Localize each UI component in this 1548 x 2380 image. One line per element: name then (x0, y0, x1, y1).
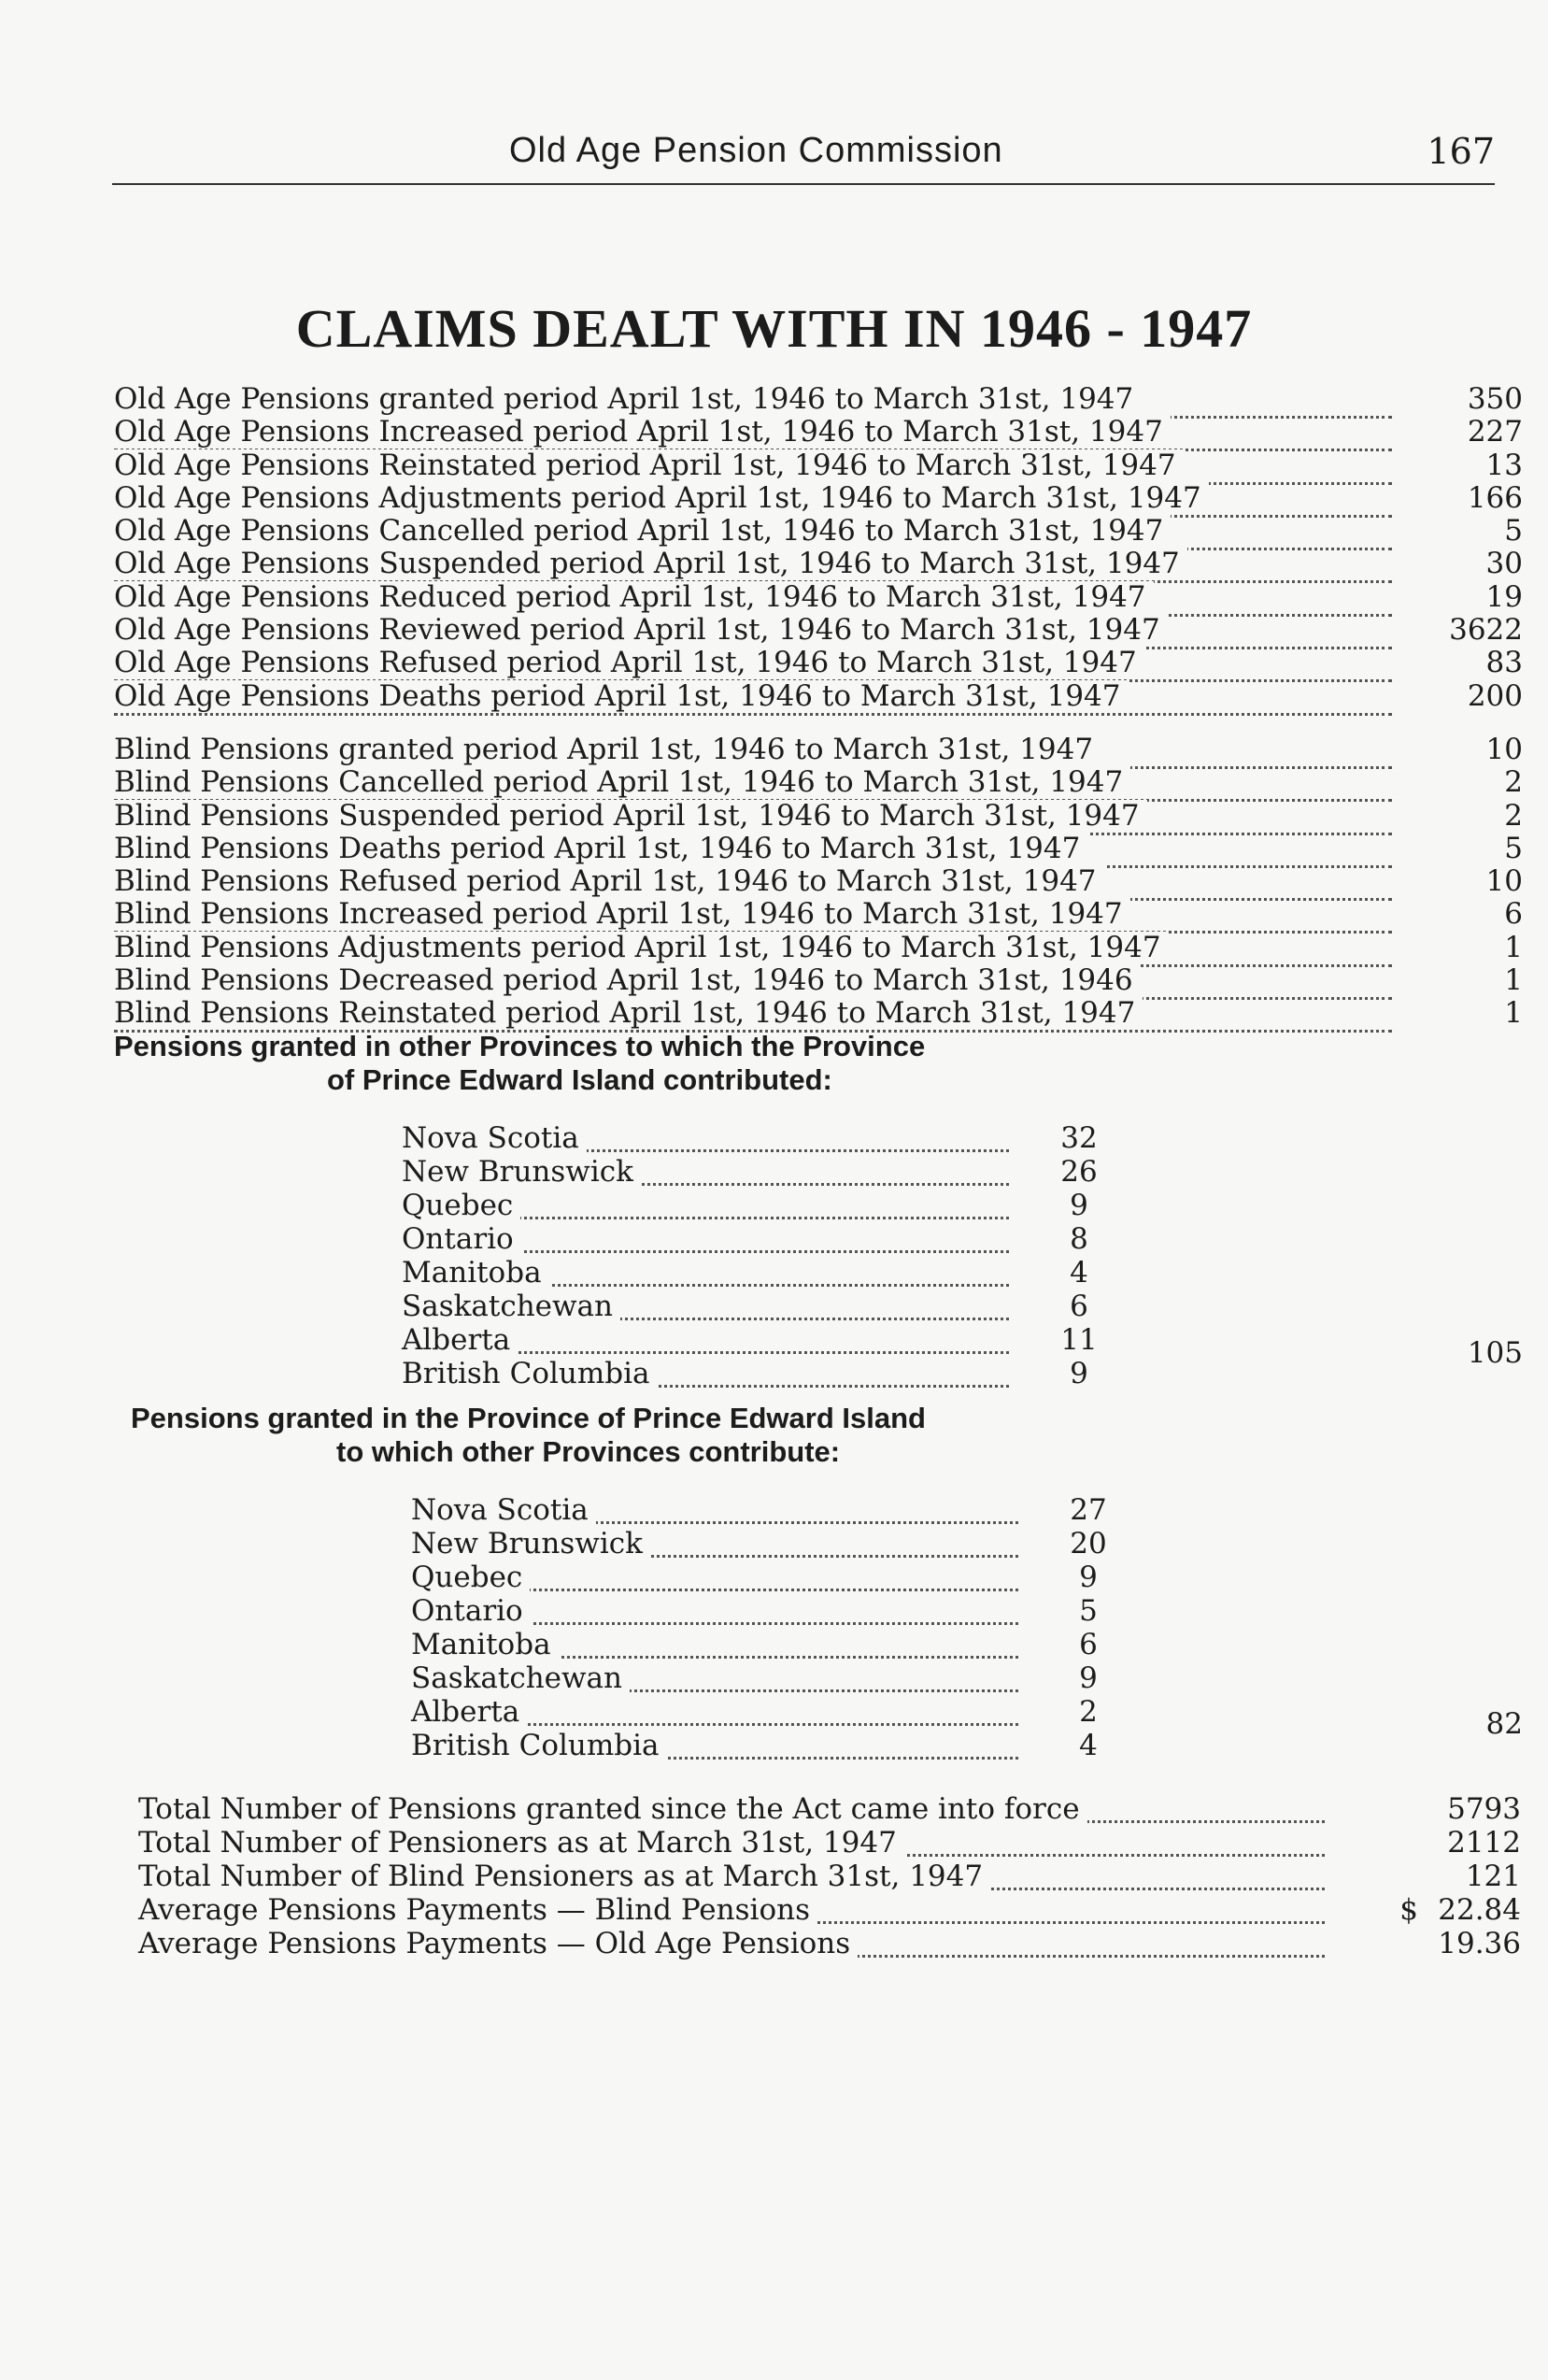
table-row (114, 548, 1523, 580)
row-value: 19 (1485, 579, 1523, 614)
row-label: Blind Pensions Decreased period April 1st, 1946 to March 31st, 1946 (114, 964, 1141, 997)
table-row (114, 581, 1523, 614)
province-value: 20 (1070, 1527, 1107, 1561)
running-header (112, 131, 1495, 185)
row-label: Old Age Pensions Reinstated period April 1st, 1946 to March 31st, 1947 (114, 449, 1184, 482)
pei-provinces-total: 82 (1485, 1707, 1523, 1741)
heading-line: Pensions granted in the Province of Prince Edward Island (131, 1402, 926, 1434)
heading-line: to which other Provinces contribute: (336, 1435, 841, 1468)
row-label: Blind Pensions Adjustments period April 1st, 1946 to March 31st, 1947 (114, 932, 1169, 964)
page-number: 167 (1427, 131, 1495, 172)
total-value: 2112 (1447, 1826, 1521, 1860)
province-value: 5 (1079, 1594, 1098, 1628)
province-label: Nova Scotia (411, 1493, 596, 1527)
row-label: Old Age Pensions Increased period April 1st, 1946 to March 31st, 1947 (114, 416, 1171, 449)
list-item (402, 1222, 1112, 1256)
list-item (402, 1357, 1112, 1390)
table-row (114, 898, 1523, 931)
row-value: 5 (1504, 514, 1523, 549)
row-label: Old Age Pensions Cancelled period April 1st, 1946 to March 31st, 1947 (114, 515, 1171, 548)
list-item (402, 1256, 1112, 1290)
row-label: Old Age Pensions Suspended period April 1st, 1946 to March 31st, 1947 (114, 548, 1187, 580)
row-value: 10 (1485, 733, 1523, 766)
row-value: 227 (1467, 415, 1523, 449)
province-value: 32 (1060, 1121, 1098, 1155)
province-label: New Brunswick (402, 1155, 641, 1189)
total-label: Total Number of Pensioners as at March 31st, 1947 (138, 1826, 904, 1860)
table-row (114, 865, 1523, 898)
row-value: 2 (1504, 765, 1523, 800)
header-title: Old Age Pension Commission (509, 131, 1003, 170)
row-label: Blind Pensions Suspended period April 1st, 1946 to March 31st, 1947 (114, 800, 1147, 833)
province-value: 11 (1060, 1323, 1098, 1357)
province-value: 26 (1060, 1155, 1098, 1189)
list-item (411, 1628, 1121, 1661)
total-row (138, 1826, 1521, 1860)
total-row (138, 1893, 1521, 1927)
row-label: Old Age Pensions Reviewed period April 1st, 1946 to March 31st, 1947 (114, 614, 1168, 647)
list-item (411, 1729, 1121, 1762)
list-item (402, 1155, 1112, 1189)
province-label: Alberta (411, 1695, 527, 1729)
row-value: 30 (1485, 547, 1523, 581)
list-item (402, 1323, 1112, 1357)
row-label: Old Age Pensions Reduced period April 1st, 1946 to March 31st, 1947 (114, 581, 1154, 614)
total-row (138, 1860, 1521, 1893)
heading-line: Pensions granted in other Provinces to which the Province (114, 1030, 926, 1062)
total-label: Average Pensions Payments — Blind Pensions (138, 1893, 817, 1927)
province-label: British Columbia (411, 1729, 667, 1762)
table-row (114, 734, 1523, 766)
row-label: Old Age Pensions Deaths period April 1st, 1946 to March 31st, 1947 (114, 680, 1129, 713)
row-label: Blind Pensions granted period April 1st, 1946 to March 31st, 1947 (114, 734, 1101, 766)
pei-provinces-list (411, 1493, 1121, 1762)
row-value: 1 (1504, 963, 1523, 998)
row-value: 166 (1467, 480, 1523, 515)
province-value: 4 (1079, 1729, 1098, 1762)
row-label: Old Age Pensions granted period April 1st, 1946 to March 31st, 1947 (114, 383, 1141, 416)
table-row (114, 932, 1523, 964)
list-item (411, 1561, 1121, 1594)
section-heading-pei (131, 1402, 926, 1469)
list-item (402, 1189, 1112, 1222)
table-row (114, 383, 1523, 416)
row-value: 5 (1504, 831, 1523, 865)
table-row (114, 614, 1523, 647)
table-row (114, 964, 1523, 997)
province-label: Ontario (411, 1594, 531, 1628)
old-age-pensions-list (114, 383, 1523, 713)
province-label: Ontario (402, 1222, 521, 1256)
province-label: Quebec (411, 1561, 530, 1594)
province-value: 27 (1070, 1493, 1107, 1527)
list-item (411, 1695, 1121, 1729)
row-value: 6 (1504, 897, 1523, 932)
row-value: 83 (1485, 646, 1523, 680)
province-label: Quebec (402, 1189, 520, 1222)
table-row (114, 766, 1523, 799)
row-label: Blind Pensions Refused period April 1st, 1946 to March 31st, 1947 (114, 865, 1104, 898)
row-label: Blind Pensions Reinstated period April 1st, 1946 to March 31st, 1947 (114, 997, 1143, 1030)
province-label: Manitoba (411, 1628, 559, 1661)
province-label: British Columbia (402, 1357, 658, 1390)
province-value: 9 (1070, 1189, 1088, 1222)
table-row (114, 833, 1523, 865)
province-value: 6 (1079, 1628, 1098, 1661)
list-item (411, 1661, 1121, 1695)
section-heading-other-provinces (114, 1030, 925, 1097)
list-item (411, 1527, 1121, 1561)
table-row (114, 449, 1523, 482)
total-value: 121 (1465, 1860, 1521, 1893)
row-label: Old Age Pensions Refused period April 1st, 1946 to March 31st, 1947 (114, 647, 1144, 679)
total-value: 22.84 (1438, 1893, 1521, 1927)
province-value: 4 (1070, 1256, 1088, 1290)
province-label: Saskatchewan (411, 1661, 630, 1695)
heading-line: of Prince Edward Island contributed: (327, 1063, 832, 1096)
province-value: 9 (1070, 1357, 1088, 1390)
list-item (402, 1121, 1112, 1155)
province-value: 9 (1079, 1561, 1098, 1594)
table-row (114, 647, 1523, 679)
row-value: 2 (1504, 798, 1523, 833)
province-label: Nova Scotia (402, 1121, 587, 1155)
list-item (411, 1594, 1121, 1628)
row-value: 1 (1504, 996, 1523, 1031)
province-label: New Brunswick (411, 1527, 650, 1561)
province-value: 8 (1070, 1222, 1088, 1256)
row-label: Old Age Pensions Adjustments period April 1st, 1946 to March 31st, 1947 (114, 482, 1209, 515)
row-value: 13 (1485, 448, 1523, 482)
table-row (114, 515, 1523, 548)
row-value: 350 (1467, 382, 1523, 416)
row-label: Blind Pensions Increased period April 1st, 1946 to March 31st, 1947 (114, 898, 1130, 931)
table-row (114, 482, 1523, 515)
total-value: 5793 (1447, 1792, 1521, 1826)
row-value: 10 (1485, 864, 1523, 899)
province-label: Manitoba (402, 1256, 549, 1290)
totals-list (138, 1792, 1521, 1960)
currency-sign: $ (1399, 1893, 1418, 1927)
table-row (114, 800, 1523, 833)
total-label: Average Pensions Payments — Old Age Pensions (138, 1927, 858, 1960)
page-title: CLAIMS DEALT WITH IN 1946 - 1947 (295, 298, 1253, 359)
list-item (411, 1493, 1121, 1527)
total-row (138, 1927, 1521, 1960)
total-label: Total Number of Blind Pensioners as at March 31st, 1947 (138, 1860, 990, 1893)
total-value: 19.36 (1438, 1927, 1521, 1960)
province-label: Saskatchewan (402, 1290, 620, 1323)
table-row (114, 416, 1523, 449)
row-value: 200 (1467, 678, 1523, 713)
table-row (114, 997, 1523, 1030)
blind-pensions-list (114, 734, 1523, 1031)
province-value: 6 (1070, 1290, 1088, 1323)
province-label: Alberta (402, 1323, 518, 1357)
province-value: 2 (1079, 1695, 1098, 1729)
row-value: 1 (1504, 930, 1523, 964)
row-label: Blind Pensions Cancelled period April 1st, 1946 to March 31st, 1947 (114, 766, 1130, 799)
other-provinces-total: 105 (1467, 1336, 1523, 1370)
table-row (114, 680, 1523, 713)
total-row (138, 1792, 1521, 1826)
row-value: 3622 (1449, 613, 1523, 648)
row-label: Blind Pensions Deaths period April 1st, 1946 to March 31st, 1947 (114, 833, 1087, 865)
province-value: 9 (1079, 1661, 1098, 1695)
other-provinces-list (402, 1121, 1112, 1390)
list-item (402, 1290, 1112, 1323)
total-label: Total Number of Pensions granted since the Act came into force (138, 1792, 1087, 1826)
